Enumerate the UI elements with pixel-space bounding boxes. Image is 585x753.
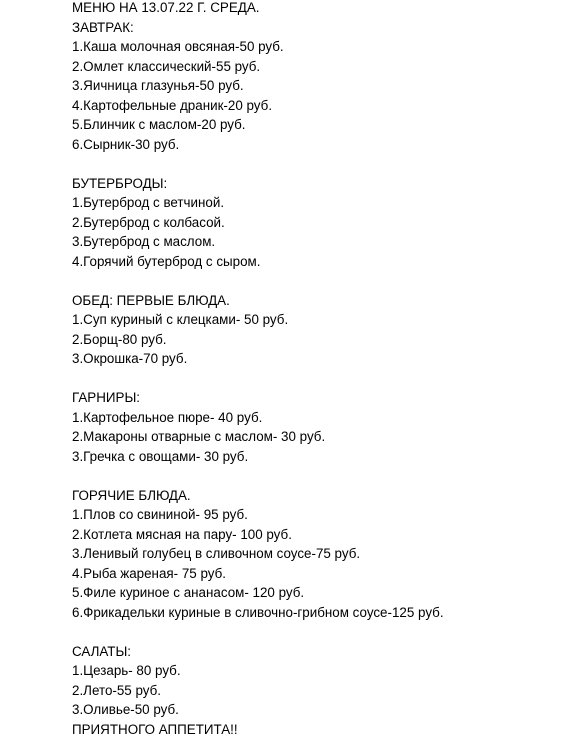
menu-item: 2.Лето-55 руб. [72,682,161,698]
menu-item: 3.Гречка с овощами- 30 руб. [72,448,249,464]
section-heading: БУТЕРБРОДЫ: [72,175,168,191]
menu-item: 1.Цезарь- 80 руб. [72,663,181,678]
blank-line [72,154,577,174]
blank-line [72,466,577,486]
section-sandwiches [72,174,577,272]
menu-item: 1.Бутерброд с ветчиной. [72,195,225,210]
menu-item: 6.Сырник-30 руб. [72,136,180,152]
section-side-dishes [72,388,577,466]
menu-item: 5.Блинчик с маслом-20 руб. [72,117,246,132]
menu-item: 3.Оливье-50 руб. [72,702,179,717]
section-heading: ГОРЯЧИЕ БЛЮДА. [72,487,191,503]
section-heading: ЗАВТРАК: [72,19,134,35]
section-salads [72,642,577,720]
closing-text: ПРИЯТНОГО АППЕТИТА!! [72,721,238,737]
menu-item: 1.Каша молочная овсяная-50 руб. [72,39,284,54]
menu-item: 5.Филе куриное с ананасом- 120 руб. [72,585,305,600]
menu-item: 4.Картофельные драник-20 руб. [72,97,273,113]
menu-item: 1.Суп куриный с клецками- 50 руб. [72,312,289,327]
menu-item: 3.Яичница глазунья-50 руб. [72,78,244,93]
section-first-courses [72,291,577,369]
blank-line [72,622,577,642]
menu-item: 3.Бутерброд с маслом. [72,234,216,249]
menu-item: 1.Картофельное пюре- 40 руб. [72,409,263,425]
menu-item: 6.Фрикадельки куриные в сливочно-грибном соусе-125 руб. [72,604,444,620]
section-heading: ОБЕД: ПЕРВЫЕ БЛЮДА. [72,292,230,308]
menu-document [72,0,577,739]
blank-line [72,271,577,291]
blank-line [72,369,577,389]
menu-item: 2.Макароны отварные с маслом- 30 руб. [72,429,326,444]
section-heading: ГАРНИРЫ: [72,390,141,405]
menu-item: 2.Борщ-80 руб. [72,331,167,347]
section-breakfast [72,18,577,155]
menu-item: 4.Горячий бутерброд с сыром. [72,253,261,269]
menu-item: 2.Омлет классический-55 руб. [72,58,261,74]
section-hot-dishes [72,486,577,623]
document-title: МЕНЮ НА 13.07.22 Г. СРЕДА. [72,0,260,15]
menu-item: 3.Окрошка-70 руб. [72,351,188,366]
menu-item: 3.Ленивый голубец в сливочном соусе-75 руб. [72,546,361,561]
section-heading: САЛАТЫ: [72,643,132,659]
menu-item: 2.Котлета мясная на пару- 100 руб. [72,526,292,542]
menu-item: 1.Плов со свининой- 95 руб. [72,507,248,522]
menu-item: 4.Рыба жареная- 75 руб. [72,565,226,581]
menu-item: 2.Бутерброд с колбасой. [72,214,225,230]
